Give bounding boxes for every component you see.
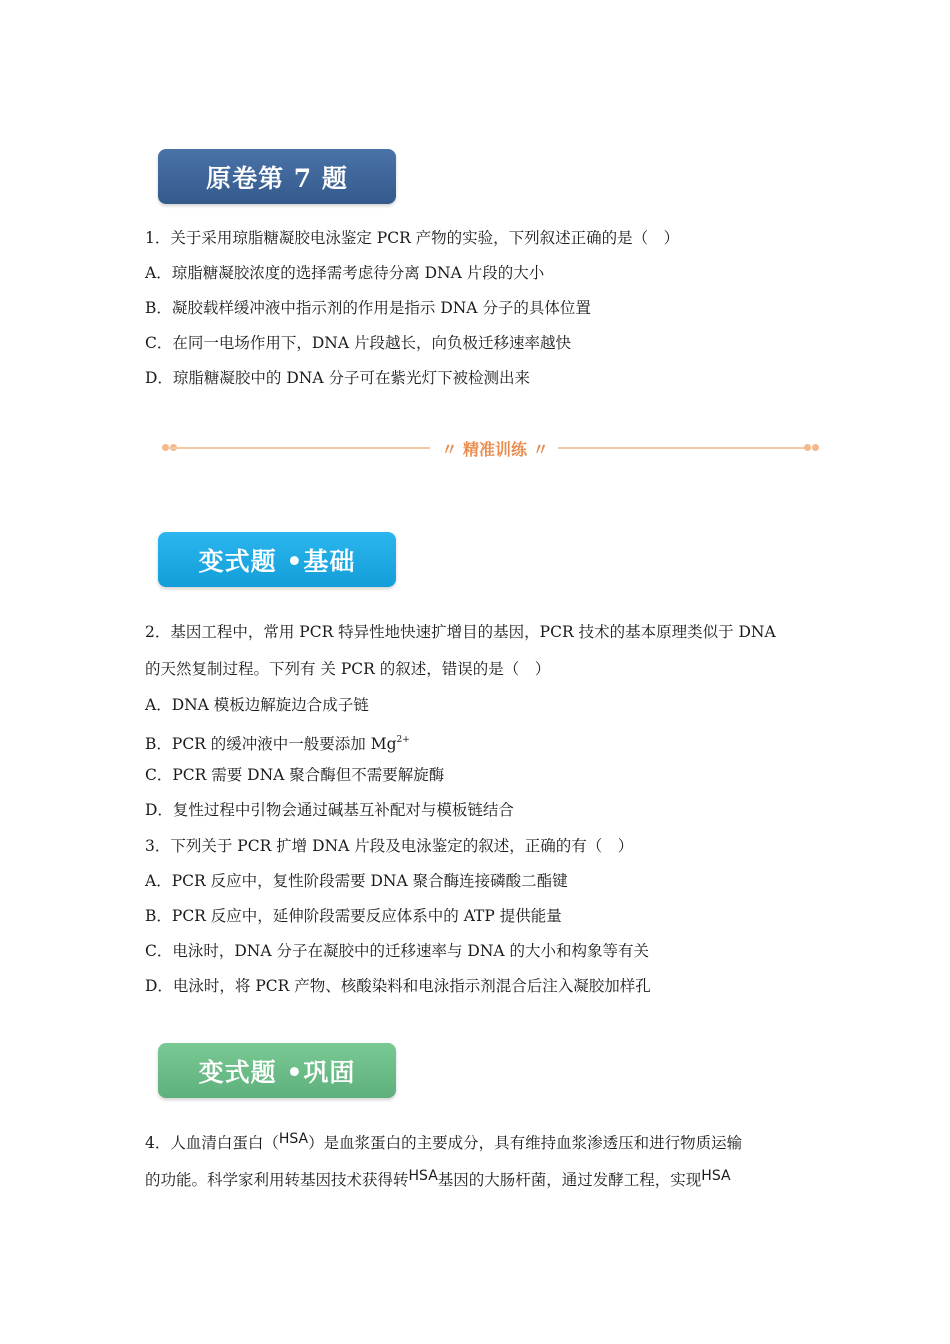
q3-stem: 3．下列关于 PCR 扩增 DNA 片段及电泳鉴定的叙述，正确的有（ ） xyxy=(145,837,634,855)
divider-dot-right-2 xyxy=(812,444,819,451)
q1-option-d: D．琼脂糖凝胶中的 DNA 分子可在紫光灯下被检测出来 xyxy=(145,369,530,387)
divider-dot-right xyxy=(804,444,811,451)
q4-line1-part2: ）是血浆蛋白的主要成分，具有维持血浆渗透压和进行物质运输 xyxy=(308,1134,743,1152)
q2-option-b-superscript: 2+ xyxy=(396,735,410,745)
q2-stem-line2: 的天然复制过程。下列有 关 PCR 的叙述，错误的是（ ） xyxy=(145,660,551,678)
q4-hsa-term-2: HSA xyxy=(408,1168,438,1184)
q4-line1-part1: 4．人血清白蛋白（ xyxy=(145,1134,279,1152)
q4-hsa-term: HSA xyxy=(278,1131,309,1147)
section-divider xyxy=(160,433,822,463)
divider-rule-left xyxy=(168,447,430,449)
divider-label: 〃 精准训练 〃 xyxy=(441,440,549,459)
q2-option-c: C．PCR 需要 DNA 聚合酶但不需要解旋酶 xyxy=(145,766,445,784)
q2-option-b-text: B．PCR 的缓冲液中一般要添加 Mg xyxy=(145,735,397,753)
q2-option-d: D．复性过程中引物会通过碱基互补配对与模板链结合 xyxy=(145,801,514,819)
q4-line2-part2: 基因的大肠杆菌，通过发酵工程，实现 xyxy=(437,1171,702,1189)
q1-option-b: B．凝胶载样缓冲液中指示剂的作用是指示 DNA 分子的具体位置 xyxy=(145,299,591,317)
q3-option-d: D．电泳时，将 PCR 产物、核酸染料和电泳指示剂混合后注入凝胶加样孔 xyxy=(145,977,651,995)
q3-option-a: A．PCR 反应中，复性阶段需要 DNA 聚合酶连接磷酸二酯键 xyxy=(145,872,568,890)
q4-stem-line1 xyxy=(145,1133,742,1154)
q4-stem-line2 xyxy=(145,1170,731,1191)
q2-option-a: A．DNA 模板边解旋边合成子链 xyxy=(145,696,369,714)
q4-hsa-term-3: HSA xyxy=(701,1168,731,1184)
consolidate-variant-banner: 变式题 •巩固 xyxy=(158,1043,396,1098)
q4-line2-part1: 的功能。科学家利用转基因技术获得转 xyxy=(145,1171,409,1189)
divider-rule-right xyxy=(558,447,810,449)
basic-variant-banner: 变式题 •基础 xyxy=(158,532,396,587)
q3-option-b: B．PCR 反应中，延伸阶段需要反应体系中的 ATP 提供能量 xyxy=(145,907,562,925)
q1-option-c: C．在同一电场作用下，DNA 片段越长，向负极迁移速率越快 xyxy=(145,334,571,352)
q3-option-c: C．电泳时，DNA 分子在凝胶中的迁移速率与 DNA 的大小和构象等有关 xyxy=(145,942,650,960)
q2-stem-line1: 2．基因工程中，常用 PCR 特异性地快速扩增目的基因，PCR 技术的基本原理类似于 DNA xyxy=(145,623,776,641)
q2-option-b xyxy=(145,730,410,754)
q1-stem: 1．关于采用琼脂糖凝胶电泳鉴定 PCR 产物的实验，下列叙述正确的是（ ） xyxy=(145,229,680,247)
original-question-banner: 原卷第 7 题 xyxy=(158,149,396,204)
q1-option-a: A．琼脂糖凝胶浓度的选择需考虑待分离 DNA 片段的大小 xyxy=(145,264,545,282)
